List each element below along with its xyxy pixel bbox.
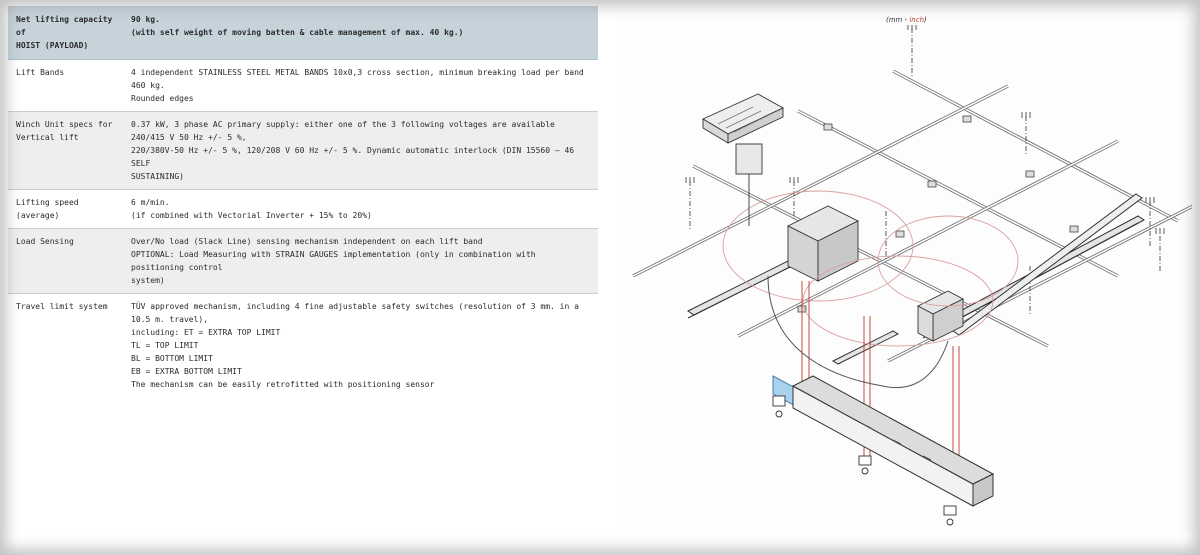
spec-value: 4 independent STAINLESS STEEL METAL BANDS 10x0,3 cross section, minimum breaking load per band 460 kg. Rounded edges — [123, 60, 598, 112]
moving-batten — [773, 376, 993, 506]
spec-label: Lift Bands — [8, 60, 123, 112]
spec-label: Net lifting capacity of HOIST (PAYLOAD) — [8, 6, 123, 60]
spec-label: Travel limit system — [16, 302, 108, 311]
spec-value: 6 m/min. (if combined with Vectorial Inverter + 15% to 20%) — [123, 190, 598, 229]
spec-value: TÜV approved mechanism, including 4 fine adjustable safety switches (resolution of 3 mm. in a 10.5 m. travel), including: ET = EXTRA TOP LIMIT TL = TOP LIMIT BL = BOTTOM LIMIT EB = EXTRA BOTTOM LIMIT The mechanism can be easily retrofitted with positioning sensor — [131, 302, 579, 389]
hoist-drawing — [618, 16, 1192, 532]
spec-row-load-sensing — [8, 229, 598, 294]
spec-value: 90 kg. (with self weight of moving batten & cable management of max. 40 kg.) — [123, 6, 598, 60]
spec-value: Over/No load (Slack Line) sensing mechanism independent on each lift band OPTIONAL: Load Measuring with STRAIN GAUGES implementation (only in combination with positioning control system) — [123, 229, 598, 294]
spec-row-lift-bands — [8, 60, 598, 112]
spec-row-winch-unit — [8, 112, 598, 190]
winch-unit — [788, 206, 963, 341]
spec-row-payload — [8, 6, 598, 60]
spec-label: Winch Unit specs for Vertical lift — [8, 112, 123, 190]
spec-panel — [8, 6, 598, 397]
spec-value: 0.37 kW, 3 phase AC primary supply: either one of the 3 following voltages are available 240/415 V 50 Hz +/- 5 %, 220/380V-50 Hz +/- 5 %, 120/208 V 60 Hz +/- 5 %. Dynamic automatic interlock (DIN 15560 – 46 SELF SUSTAINING) — [123, 112, 598, 190]
unit-label: (mm - inch) — [886, 16, 927, 24]
isometric-hoist-illustration — [618, 16, 1192, 532]
spec-table — [8, 6, 598, 397]
spec-row-travel-limit — [8, 294, 598, 398]
spec-label: Load Sensing — [8, 229, 123, 294]
spec-row-lifting-speed — [8, 190, 598, 229]
spec-label: Lifting speed (average) — [8, 190, 123, 229]
